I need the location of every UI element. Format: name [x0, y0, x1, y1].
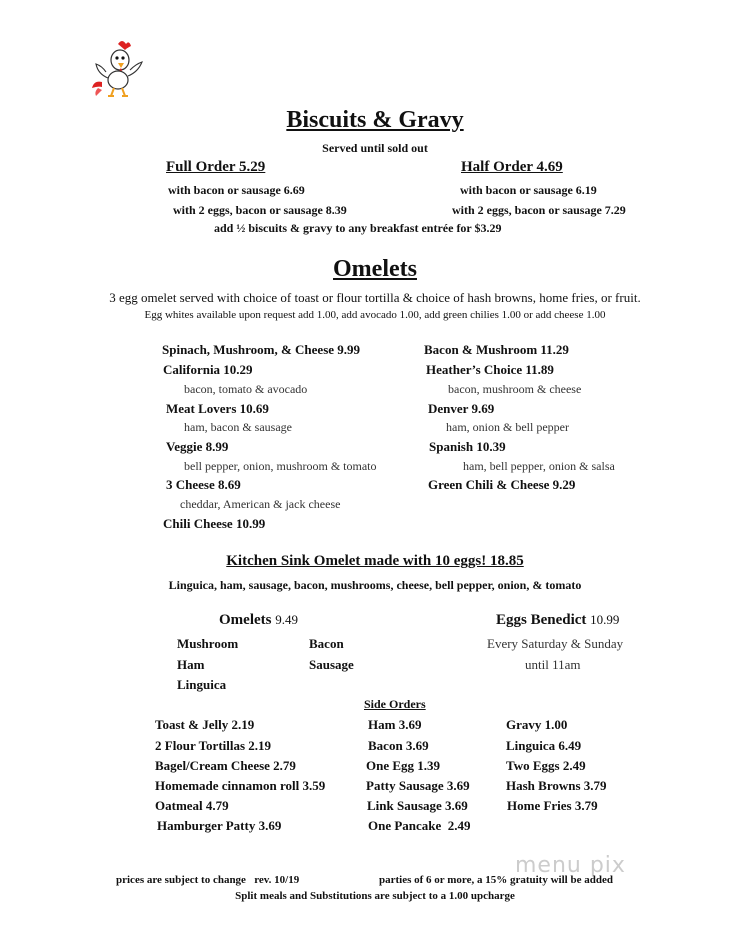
omelet-item: Spanish 10.39 — [429, 439, 506, 454]
omelet-desc: bell pepper, onion, mushroom & tomato — [184, 459, 377, 473]
eggs-benedict-price: 10.99 — [590, 612, 620, 627]
omelet-option: Ham — [177, 657, 205, 672]
side-item: Oatmeal 4.79 — [155, 798, 229, 813]
full-order-bacon: with bacon or sausage 6.69 — [168, 183, 305, 197]
eggs-benedict-time: until 11am — [525, 657, 581, 672]
footer-gratuity-note: parties of 6 or more, a 15% gratuity will be added — [379, 874, 613, 886]
side-item: Gravy 1.00 — [506, 717, 568, 732]
eggs-benedict-heading — [496, 612, 619, 629]
omelet-item: Green Chili & Cheese 9.29 — [428, 477, 576, 492]
omelet-desc: bacon, tomato & avocado — [184, 382, 308, 396]
omelet-option: Mushroom — [177, 636, 239, 651]
side-orders-title: Side Orders — [364, 697, 426, 711]
omelet-desc: cheddar, American & jack cheese — [180, 497, 341, 511]
side-item: 2 Flour Tortillas 2.19 — [155, 738, 272, 753]
side-item: One Pancake 2.49 — [368, 818, 471, 833]
biscuits-title: Biscuits & Gravy — [286, 107, 464, 133]
kitchen-sink-ingredients: Linguica, ham, sausage, bacon, mushrooms, cheese, bell pepper, onion, & tomato — [168, 578, 582, 592]
omelet-item: Veggie 8.99 — [166, 439, 229, 454]
side-item: Link Sausage 3.69 — [367, 798, 468, 813]
omelet-desc: ham, bell pepper, onion & salsa — [463, 459, 615, 473]
omelet-item: Bacon & Mushroom 11.29 — [424, 342, 569, 357]
footer-prices-note: prices are subject to change rev. 10/19 — [116, 874, 300, 886]
side-item: Homemade cinnamon roll 3.59 — [155, 778, 326, 793]
kids-omelets-title: Omelets — [219, 612, 272, 628]
kitchen-sink-title: Kitchen Sink Omelet made with 10 eggs! 18.85 — [226, 553, 524, 569]
omelets-title: Omelets — [333, 256, 417, 282]
omelets-addons-note: Egg whites available upon request add 1.00, add avocado 1.00, add green chilies 1.00 or add cheese 1.00 — [144, 309, 606, 321]
eggs-benedict-days: Every Saturday & Sunday — [487, 636, 624, 651]
side-item: Hamburger Patty 3.69 — [157, 818, 282, 833]
omelet-desc: ham, bacon & sausage — [184, 420, 292, 434]
side-item: Toast & Jelly 2.19 — [155, 717, 255, 732]
footer-substitutions-note: Split meals and Substitutions are subject to a 1.00 upcharge — [235, 890, 515, 902]
omelet-option: Sausage — [309, 657, 354, 672]
side-item: One Egg 1.39 — [366, 758, 441, 773]
side-item: Bacon 3.69 — [368, 738, 429, 753]
full-order-eggs: with 2 eggs, bacon or sausage 8.39 — [173, 203, 347, 217]
omelet-desc: bacon, mushroom & cheese — [448, 382, 582, 396]
omelet-item: Denver 9.69 — [428, 401, 495, 416]
half-order-label: Half Order 4.69 — [461, 159, 563, 175]
side-item: Home Fries 3.79 — [507, 798, 598, 813]
full-order-label: Full Order 5.29 — [166, 159, 266, 175]
omelet-item: Chili Cheese 10.99 — [163, 516, 266, 531]
omelet-item: 3 Cheese 8.69 — [166, 477, 241, 492]
half-order-bacon: with bacon or sausage 6.19 — [460, 183, 597, 197]
side-item: Two Eggs 2.49 — [506, 758, 586, 773]
rooster-logo — [88, 38, 150, 98]
omelet-desc: ham, onion & bell pepper — [446, 420, 569, 434]
biscuits-served-note: Served until sold out — [322, 141, 428, 155]
omelets-intro: 3 egg omelet served with choice of toast or flour tortilla & choice of hash browns, home fries, or fruit. — [109, 290, 641, 305]
side-item: Patty Sausage 3.69 — [366, 778, 470, 793]
kids-omelets-heading — [219, 612, 298, 629]
side-item: Ham 3.69 — [368, 717, 422, 732]
omelet-item: Heather’s Choice 11.89 — [426, 362, 554, 377]
omelet-option: Bacon — [309, 636, 344, 651]
eggs-benedict-title: Eggs Benedict — [496, 612, 587, 628]
side-item: Bagel/Cream Cheese 2.79 — [155, 758, 296, 773]
half-order-eggs: with 2 eggs, bacon or sausage 7.29 — [452, 203, 626, 217]
menupix-watermark: menu pix — [515, 853, 626, 878]
side-item: Hash Browns 3.79 — [506, 778, 607, 793]
omelet-item: Meat Lovers 10.69 — [166, 401, 269, 416]
kids-omelets-price: 9.49 — [275, 612, 298, 627]
side-item: Linguica 6.49 — [506, 738, 582, 753]
omelet-item: California 10.29 — [163, 362, 253, 377]
biscuits-addon: add ½ biscuits & gravy to any breakfast entrée for $3.29 — [214, 221, 502, 235]
omelet-item: Spinach, Mushroom, & Cheese 9.99 — [162, 342, 361, 357]
omelet-option: Linguica — [177, 677, 227, 692]
